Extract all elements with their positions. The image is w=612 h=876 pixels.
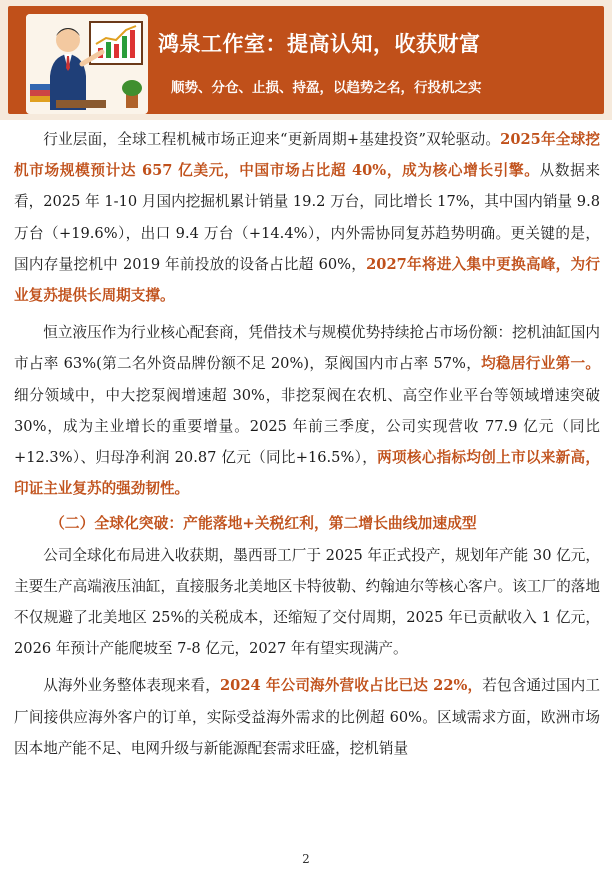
highlight-text: 2025年全球挖机市场规模预计达 657 亿美元，中国市场占比超 40%，成为核心增长引擎。: [14, 131, 600, 180]
paragraph-text: 行业层面，全球工程机械市场正迎来“更新周期+基建投资”双轮驱动。: [43, 131, 501, 148]
paragraph-industry: [14, 124, 600, 311]
paragraph-text: 从海外业务整体表现来看，: [43, 677, 221, 695]
header-banner: [0, 0, 612, 120]
presenter-illustration-icon: [26, 14, 148, 114]
header-banner-panel: [8, 6, 604, 114]
paragraph-text: 公司全球化布局进入收获期，墨西哥工厂于 2025 年正式投产，规划年产能 30 亿元，主要生产高端液压油缸，直接服务北美地区卡特彼勒、约翰迪尔等核心客户。该工厂的落地不仅规避了北美地区 25%的关税成本，还缩短了交付周期，2025 年已贡献收入 1 亿元，2026 年预计产能爬坡至 7-8 亿元，2027 年有望实现满产。: [14, 546, 600, 658]
paragraph-company: [14, 317, 600, 504]
header-title: 鸿泉工作室：提高认知，收获财富: [158, 31, 481, 56]
highlight-text: 均稳居行业第一。: [481, 355, 600, 373]
section-heading: （二）全球化突破：产能落地+关税红利，第二增长曲线加速成型: [50, 515, 477, 533]
paragraph-overseas: [14, 670, 600, 764]
highlight-text: 2027年将进入集中更换高峰，为行业复苏提供长周期支撑。: [14, 255, 600, 305]
highlight-text: 两项核心指标均创上市以来新高，印证主业复苏的强劲韧性。: [14, 449, 600, 498]
paragraph-text: 若包含通过国内工厂间接供应海外客户的订单，实际受益海外需求的比例超 60%。区域需求方面，欧洲市场因本地产能不足、电网升级与新能源配套需求旺盛，挖机销量: [14, 677, 600, 757]
article-body: [14, 124, 600, 764]
paragraph-text: 从数据来看，2025 年 1-10 月国内挖掘机累计销量 19.2 万台，同比增长 17%，其中国内销量 9.8 万台（+19.6%），出口 9.4 万台（+14.4%），内外需协同复苏趋势明确。更关键的是，国内存量挖机中 2019 年前投放的设备占比超 60%，: [14, 162, 600, 273]
paragraph-text: 恒立液压作为行业核心配套商，凭借技术与规模优势持续抢占市场份额：挖机油缸国内市占率 63%(第二名外资品牌份额不足 20%)，泵阀国内市占率 57%，: [14, 324, 600, 373]
highlight-text: 2024 年公司海外营收占比已达 22%，: [220, 677, 483, 695]
header-illustration: [26, 14, 148, 114]
page-number: 2: [302, 852, 310, 866]
header-subtitle: 顺势、分仓、止损、持盈，以趋势之名，行投机之实: [171, 80, 482, 96]
paragraph-globalization: [14, 540, 600, 665]
paragraph-text: 细分领域中，中大挖泵阀增速超 30%，非挖泵阀在农机、高空作业平台等领域增速突破 30%，成为主业增长的重要增量。2025 年前三季度，公司实现营收 77.9 亿元（同比+12.3%）、归母净利润 20.87 亿元（同比+16.5%），: [14, 386, 600, 467]
